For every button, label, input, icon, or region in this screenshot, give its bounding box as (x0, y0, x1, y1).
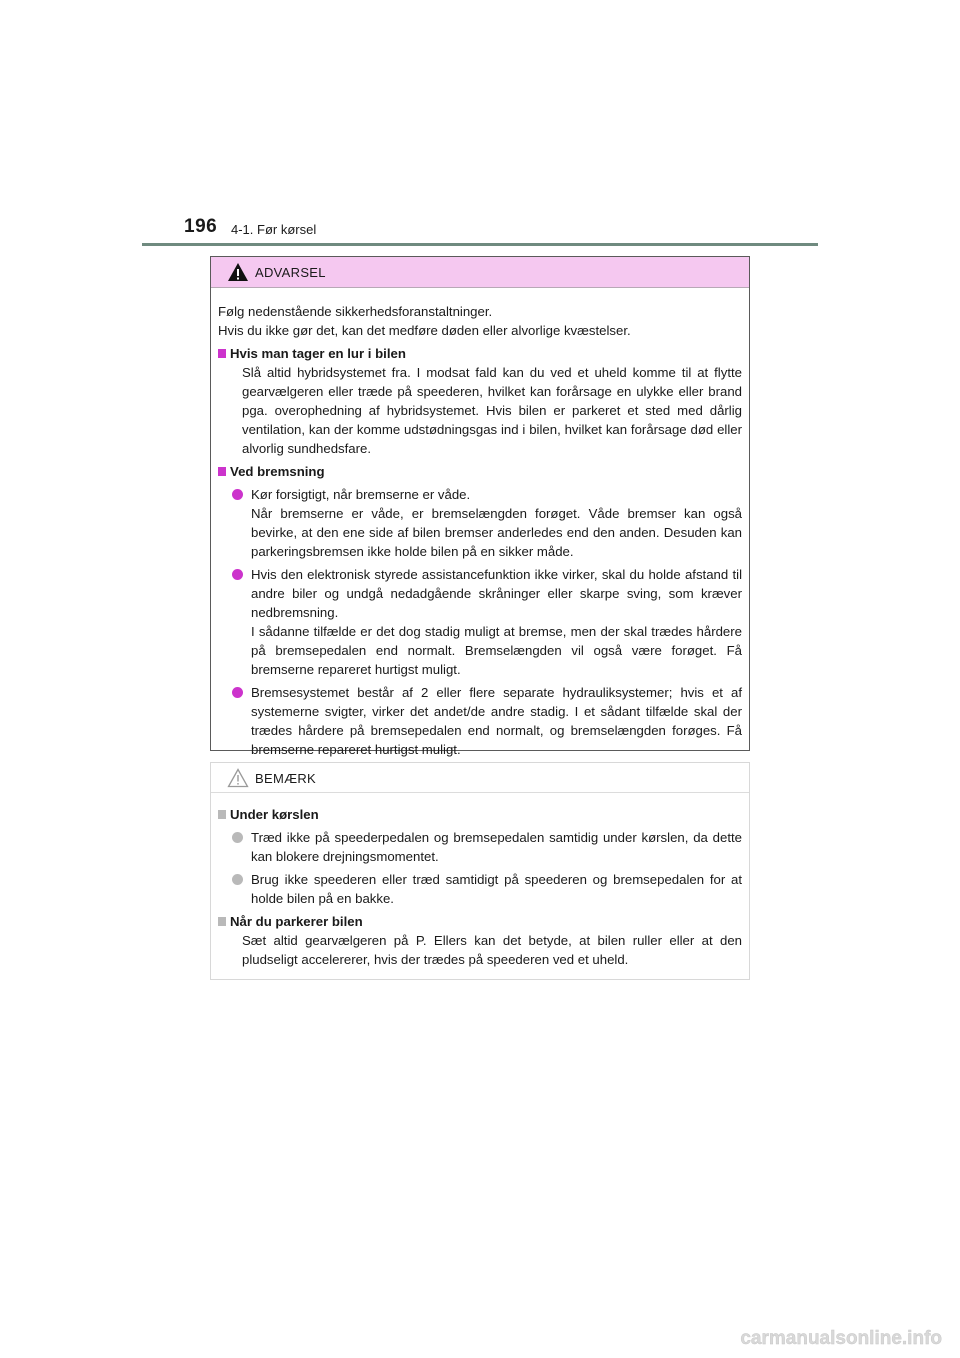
section-heading (218, 344, 742, 363)
warning-body (211, 288, 749, 759)
note-body (211, 793, 749, 969)
bullet-text: I sådanne tilfælde er det dog stadig muligt at bremse, men der skal trædes hårdere på bremsepedalen end normalt. Bremselængden vil også være forøget. Få bremserne repareret hurtigst muligt. (251, 624, 742, 677)
warning-header (211, 257, 749, 288)
caution-triangle-outline-icon (227, 768, 249, 788)
page-number: 196 (184, 216, 218, 237)
bullet-text: Hvis den elektronisk styrede assistancefunktion ikke virker, skal du holde afstand til andre biler og undgå nedadgående skråninger eller skarpe sving, som kræver nedbremsning. (251, 567, 742, 620)
square-bullet-icon (218, 467, 226, 476)
note-section-driving (218, 805, 742, 908)
section-text: Sæt altid gearvælgeren på P. Ellers kan det betyde, at bilen ruller eller at den pludseligt accelererer, hvis der trædes på speederen ved et uheld. (242, 933, 742, 967)
warning-label: ADVARSEL (255, 265, 326, 280)
warning-section-braking (218, 462, 742, 759)
bullet-text: Brug ikke speederen eller træd samtidigt på speederen og bremsepedalen for at holde bilen på en bakke. (251, 872, 742, 906)
note-box (210, 762, 750, 980)
list-item (242, 565, 742, 679)
section-text: Slå altid hybridsystemet fra. I modsat fald kan du ved et uheld komme til at flytte gearvælgeren eller træde på speederen, hvilket kan forårsage en ulykke eller brand pga. overophedning af hybridsystemet. Hvis bilen er parkeret et sted med dårlig ventilation, kan der komme udstødningsgas ind i bilen, hvilket kan forårsage død eller alvorlig sundhedsfare. (242, 365, 742, 456)
list-item (242, 870, 742, 908)
square-bullet-icon (218, 349, 226, 358)
warning-box (210, 256, 750, 757)
note-header (211, 763, 749, 793)
circle-bullet-icon (232, 687, 243, 698)
note-section-parking (218, 912, 742, 969)
warning-triangle-icon (227, 262, 249, 282)
section-heading-text: Ved bremsning (230, 464, 325, 479)
bullet-text: Når bremserne er våde, er bremselængden forøget. Våde bremser kan også bevirke, at den ene side af bilen bremser anderledes end den anden. Desuden kan parkeringsbremsen ikke holde bilen på en sikker måde. (251, 506, 742, 559)
circle-bullet-icon (232, 874, 243, 885)
section-title: 4-1. Før kørsel (231, 222, 317, 237)
warning-intro (218, 302, 742, 340)
list-item (242, 485, 742, 561)
circle-bullet-icon (232, 832, 243, 843)
section-heading-text: Under kørslen (230, 807, 319, 822)
circle-bullet-icon (232, 489, 243, 500)
watermark-logo (704, 1322, 944, 1352)
section-heading-text: Når du parkerer bilen (230, 914, 363, 929)
section-heading-text: Hvis man tager en lur i bilen (230, 346, 406, 361)
square-bullet-icon (218, 917, 226, 926)
note-label: BEMÆRK (255, 771, 317, 786)
section-heading (218, 805, 742, 824)
circle-bullet-icon (232, 569, 243, 580)
square-bullet-icon (218, 810, 226, 819)
list-item (242, 683, 742, 759)
bullet-text: Bremsesystemet består af 2 eller flere separate hydrauliksystemer; hvis et af systemerne svigter, virker det andet/de andre stadig. I et sådant tilfælde skal der trædes hårdere på bremsepedalen end normalt, og bremselængden forøges. Få bremserne repareret hurtigst muligt. (251, 685, 742, 757)
intro-line: Hvis du ikke gør det, kan det medføre døden eller alvorlige kvæstelser. (218, 323, 631, 338)
section-heading (218, 462, 742, 481)
warning-section-nap (218, 344, 742, 458)
list-item (242, 828, 742, 866)
svg-text:carmanualsonline.info: carmanualsonline.info (740, 1328, 942, 1349)
section-heading (218, 912, 742, 931)
bullet-text: Kør forsigtigt, når bremserne er våde. (251, 487, 471, 502)
bullet-text: Træd ikke på speederpedalen og bremsepedalen samtidig under kørslen, da dette kan blokere drejningsmomentet. (251, 830, 742, 864)
intro-line: Følg nedenstående sikkerhedsforanstaltninger. (218, 304, 493, 319)
header-rule (142, 243, 818, 246)
